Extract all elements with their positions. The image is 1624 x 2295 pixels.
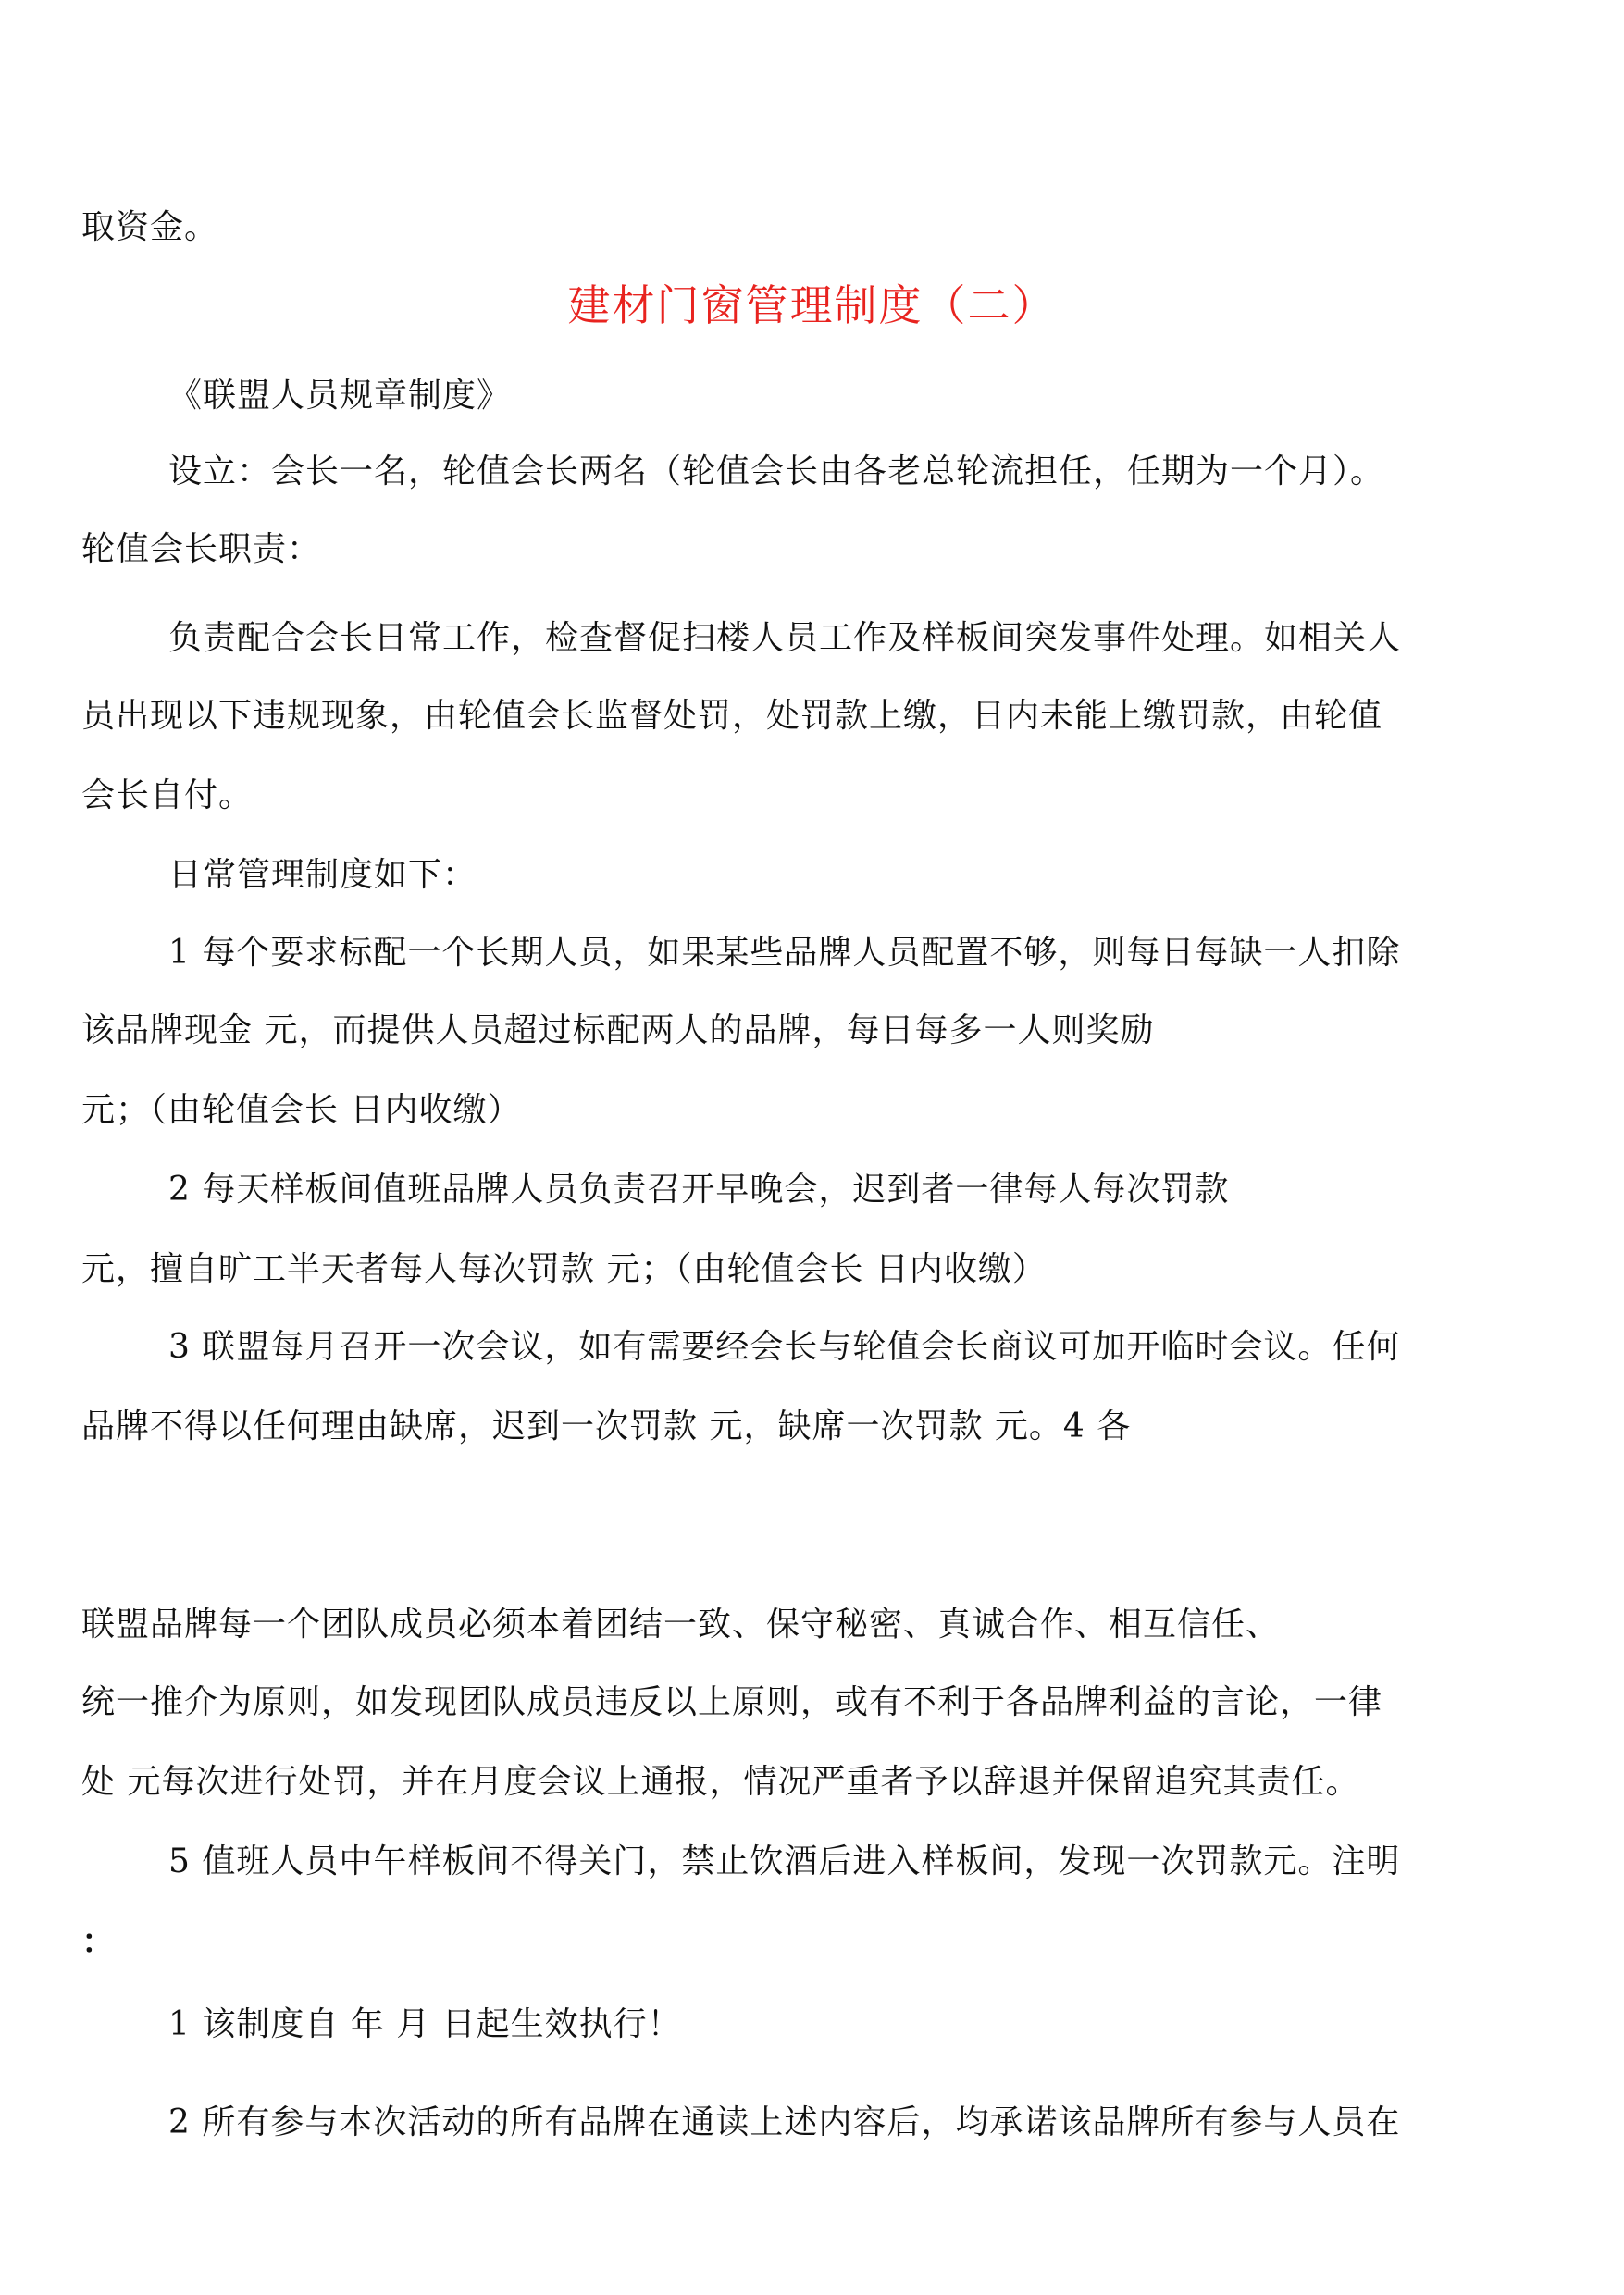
section-heading: 轮值会长职责： bbox=[81, 530, 322, 568]
text-line: 元；（由轮值会长 日内收缴） bbox=[81, 1091, 522, 1129]
text-line: 1 每个要求标配一个长期人员，如果某些品牌人员配置不够，则每日每缺一人扣除 bbox=[168, 934, 1401, 972]
text-line: 员出现以下违规现象，由轮值会长监督处罚，处罚款上缴，日内未能上缴罚款，由轮值 bbox=[81, 697, 1383, 735]
text-line: 联盟品牌每一个团队成员必须本着团结一致、保守秘密、真诚合作、相互信任、 bbox=[81, 1606, 1281, 1644]
text-line: 品牌不得以任何理由缺席，迟到一次罚款 元，缺席一次罚款 元。4 各 bbox=[81, 1408, 1132, 1445]
document-title: 建材门窗管理制度（二） bbox=[567, 280, 1057, 330]
section-heading: 日常管理制度如下： bbox=[168, 856, 477, 894]
text-line: 统一推介为原则，如发现团队成员违反以上原则，或有不利于各品牌利益的言论，一律 bbox=[81, 1683, 1383, 1721]
text-line: ： bbox=[81, 1922, 117, 1961]
text-line: 负责配合会长日常工作，检查督促扫楼人员工作及样板间突发事件处理。如相关人 bbox=[168, 619, 1402, 657]
regulation-heading: 《联盟人员规章制度》 bbox=[168, 377, 512, 415]
text-line: 该品牌现金 元，而提供人员超过标配两人的品牌，每日每多一人则奖励 bbox=[81, 1011, 1155, 1049]
text-line: 1 该制度自 年 月 日起生效执行！ bbox=[168, 2005, 682, 2043]
text-line: 处 元每次进行处罚，并在月度会议上通报，情况严重者予以辞退并保留追究其责任。 bbox=[81, 1763, 1360, 1801]
text-line: 2 所有参与本次活动的所有品牌在通读上述内容后，均承诺该品牌所有参与人员在 bbox=[168, 2103, 1401, 2141]
text-line: 会长自付。 bbox=[81, 776, 254, 814]
text-line: 设立：会长一名，轮值会长两名（轮值会长由各老总轮流担任，任期为一个月）。 bbox=[168, 453, 1385, 490]
text-line: 3 联盟每月召开一次会议，如有需要经会长与轮值会长商议可加开临时会议。任何 bbox=[168, 1328, 1401, 1366]
text-line: 取资金。 bbox=[81, 208, 219, 246]
text-line: 5 值班人员中午样板间不得关门，禁止饮酒后进入样板间，发现一次罚款元。注明 bbox=[168, 1842, 1401, 1880]
text-line: 2 每天样板间值班品牌人员负责召开早晚会，迟到者一律每人每次罚款 bbox=[168, 1171, 1230, 1209]
text-line: 元，擅自旷工半天者每人每次罚款 元；（由轮值会长 日内收缴） bbox=[81, 1250, 1047, 1288]
